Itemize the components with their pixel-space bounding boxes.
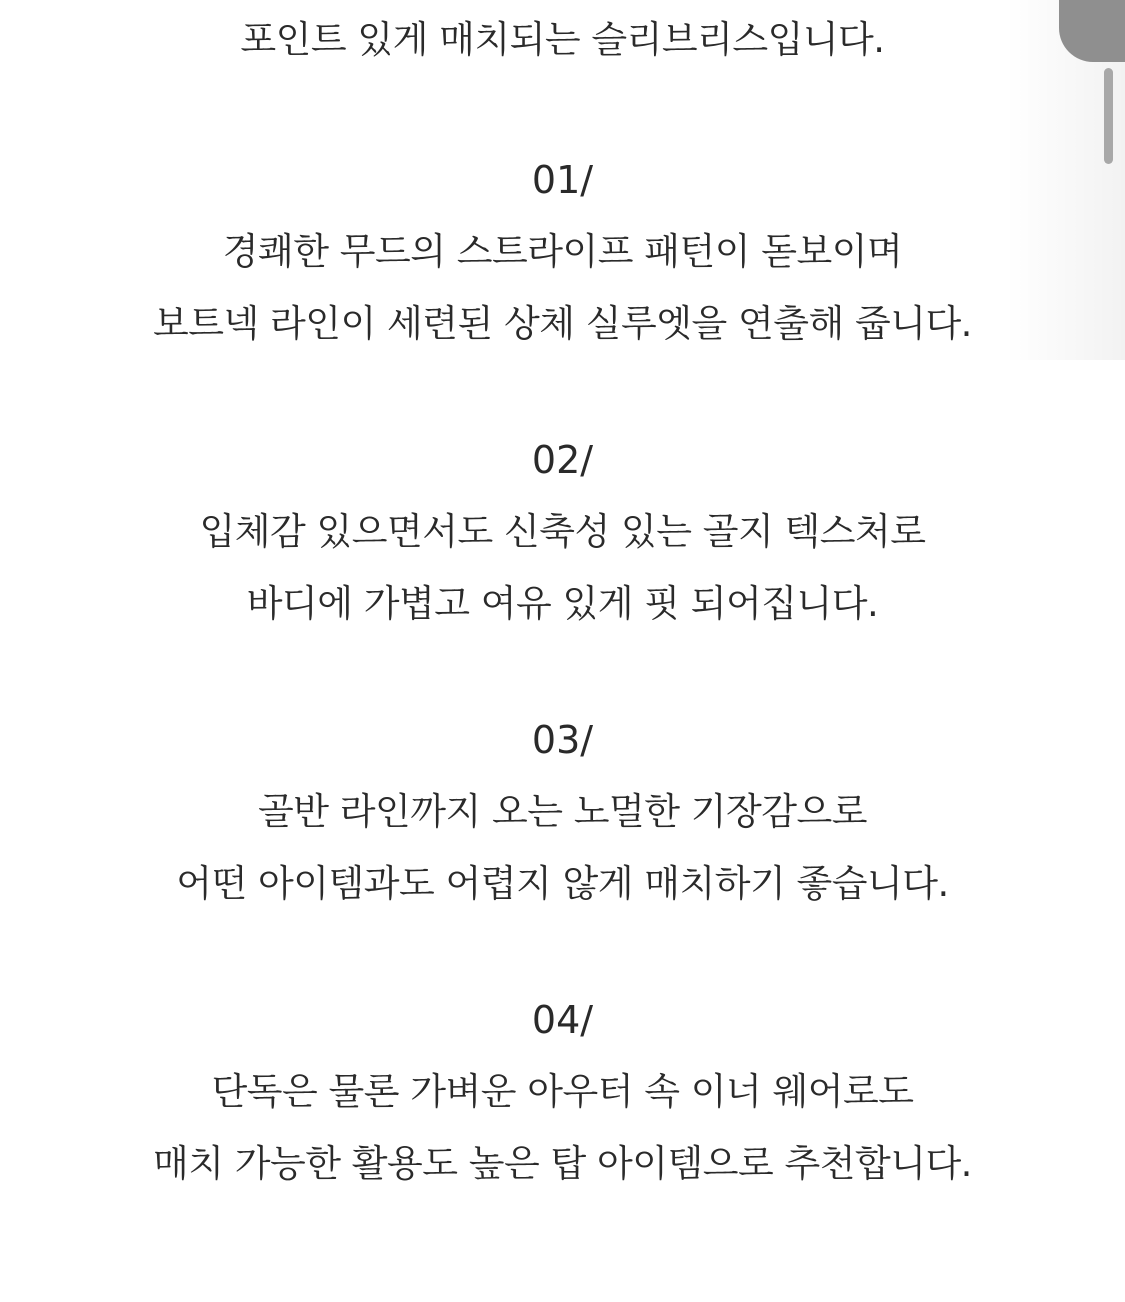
feature-line: 단독은 물론 가벼운 아우터 속 이너 웨어로도	[211, 1070, 914, 1113]
feature-line: 보트넥 라인이 세련된 상체 실루엣을 연출해 줍니다.	[153, 302, 972, 345]
feature-number: 04/	[531, 998, 594, 1042]
feature-section-01	[0, 156, 1125, 372]
feature-section-02	[0, 436, 1125, 652]
feature-line: 바디에 가볍고 여유 있게 핏 되어집니다.	[246, 582, 879, 625]
scrollbar-thumb[interactable]	[1104, 68, 1113, 164]
feature-line: 경쾌한 무드의 스트라이프 패턴이 돋보이며	[222, 230, 903, 273]
feature-line: 입체감 있으면서도 신축성 있는 골지 텍스처로	[199, 510, 926, 553]
feature-number: 03/	[531, 718, 594, 762]
feature-line: 어떤 아이템과도 어렵지 않게 매치하기 좋습니다.	[176, 862, 949, 905]
feature-section-04	[0, 996, 1125, 1212]
feature-section-03	[0, 716, 1125, 932]
scroll-handle[interactable]	[1059, 0, 1125, 62]
feature-line: 골반 라인까지 오는 노멀한 기장감으로	[258, 790, 867, 833]
intro-text: 포인트 있게 매치되는 슬리브리스입니다.	[240, 18, 885, 61]
feature-number: 02/	[531, 438, 594, 482]
feature-line: 매치 가능한 활용도 높은 탑 아이템으로 추천합니다.	[153, 1142, 972, 1185]
feature-number: 01/	[531, 158, 594, 202]
